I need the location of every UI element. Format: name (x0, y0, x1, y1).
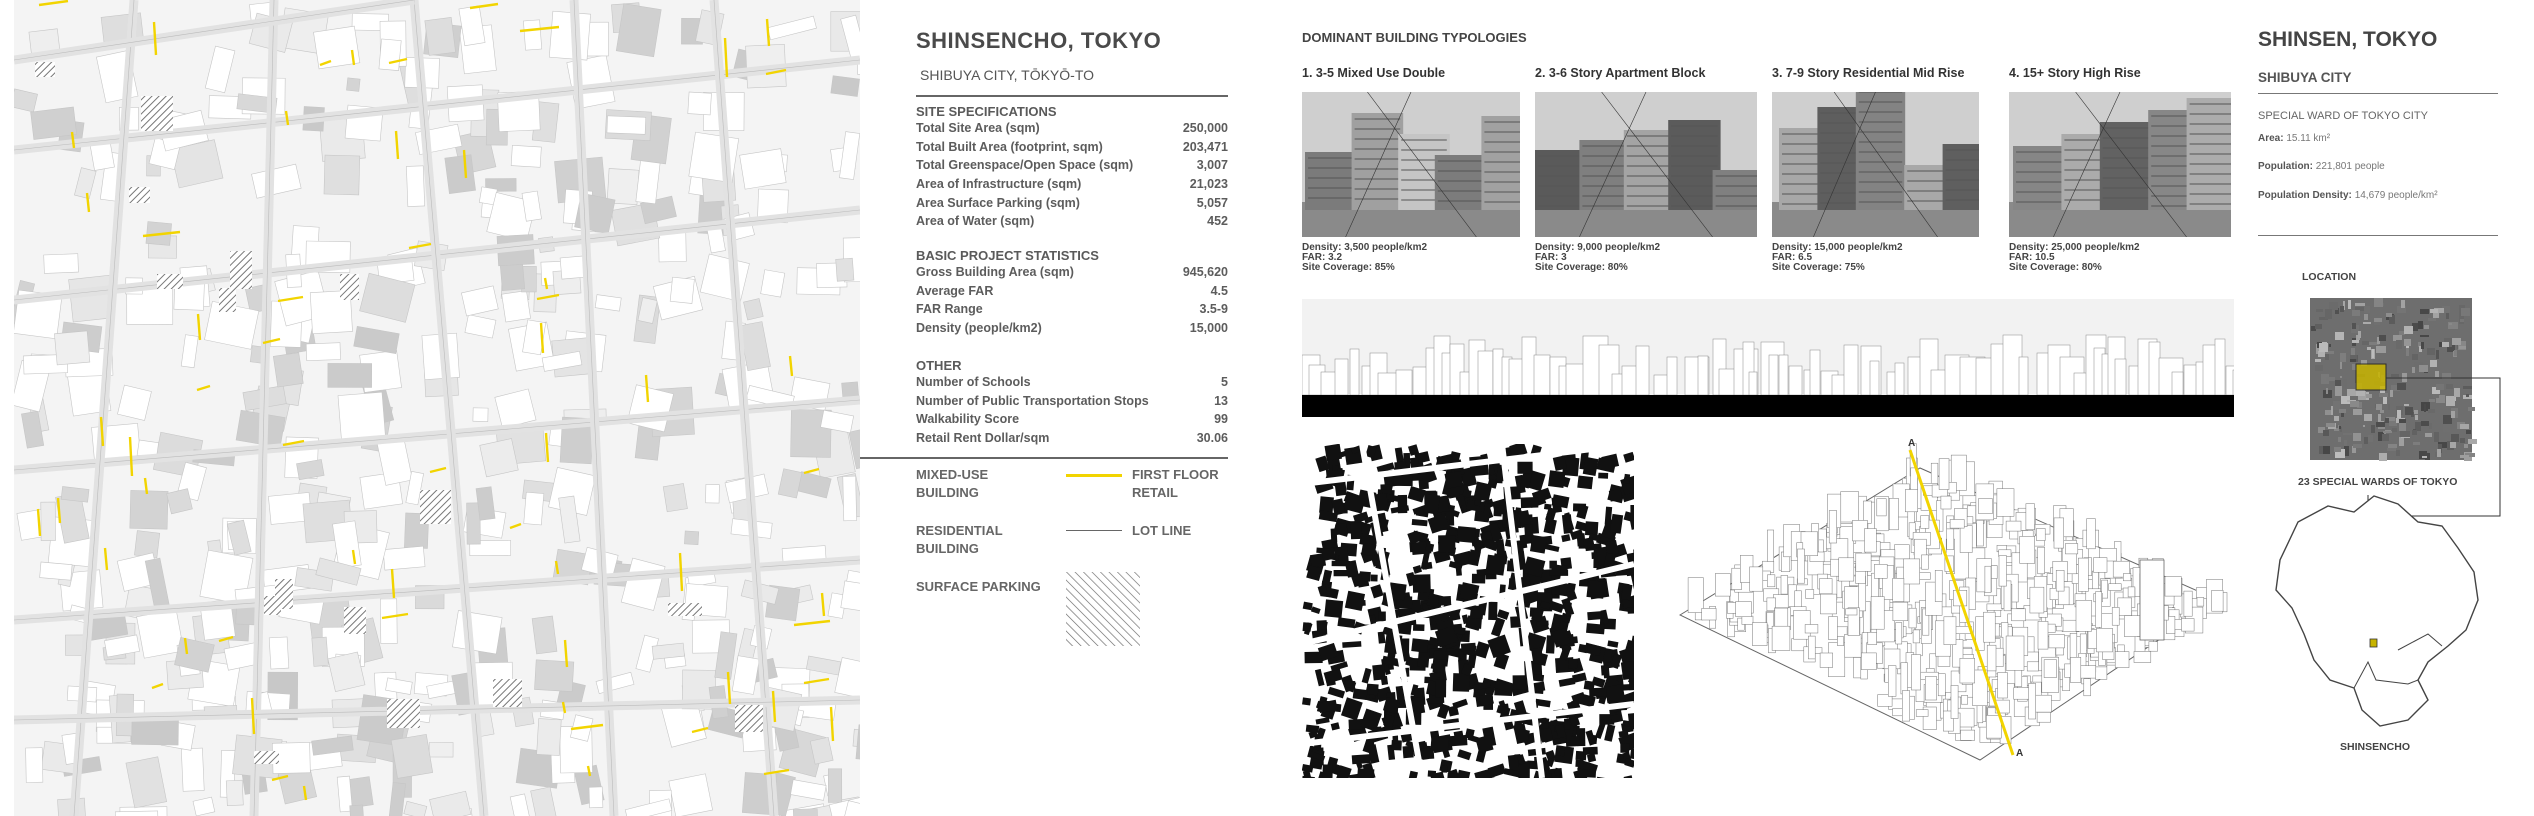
typology-name: 4. 15+ Story High Rise (2009, 66, 2141, 80)
spec-section (916, 248, 1228, 338)
spec-section (916, 104, 1228, 231)
site-location-label: SHINSENCHO (2340, 741, 2411, 753)
special-ward-label: SPECIAL WARD OF TOKYO CITY (2258, 110, 2428, 122)
spec-label: Area Surface Parking (sqm) (916, 195, 1080, 210)
spec-label: Average FAR (916, 283, 994, 298)
spec-row (916, 300, 1228, 319)
ward-stats-divider (2258, 235, 2498, 236)
spec-value: 452 (1207, 214, 1228, 229)
typology-name: 1. 3-5 Mixed Use Double (1302, 66, 1446, 80)
spec-row (916, 119, 1228, 138)
spec-value: 15,000 (1189, 321, 1228, 336)
ward-subtitle: SHIBUYA CITY (2258, 70, 2352, 85)
legend-first-floor-retail: FIRST FLOOR RETAIL (1132, 467, 1219, 500)
spec-row (916, 429, 1228, 448)
typology-site-coverage: Site Coverage: 85% (1302, 262, 1395, 273)
typology-density: Density: 9,000 people/km2 (1535, 242, 1661, 253)
legend-mixed-use: MIXED-USE BUILDING (916, 467, 989, 500)
legend-lot-line: LOT LINE (1132, 523, 1192, 538)
spec-value: 945,620 (1182, 265, 1228, 279)
spec-value: 5 (1221, 375, 1228, 389)
section-marker-top: A (1908, 438, 1916, 449)
typology-name: 3. 7-9 Story Residential Mid Rise (1772, 66, 1965, 80)
axonometric-model (1670, 430, 2230, 770)
spec-row (916, 194, 1228, 213)
figure-ground-plan (1302, 444, 1634, 778)
typology-far: FAR: 3 (1535, 252, 1567, 263)
project-title: SHINSENCHO, TOKYO (916, 28, 1162, 53)
typology-density: Density: 15,000 people/km2 (1772, 242, 1903, 253)
typology-site-coverage: Site Coverage: 80% (1535, 262, 1628, 273)
typology-density: Density: 25,000 people/km2 (2009, 242, 2140, 253)
legend-retail-swatch (1066, 474, 1122, 477)
spec-row (916, 263, 1228, 282)
typology-photo (2009, 92, 2231, 237)
spec-value: 3,007 (1196, 158, 1228, 173)
wards-label: 23 SPECIAL WARDS OF TOKYO (2298, 476, 2458, 488)
spec-label: Density (people/km2) (916, 321, 1042, 336)
spec-value: 30.06 (1196, 431, 1228, 446)
spec-label: Total Site Area (sqm) (916, 121, 1040, 135)
ward-title: SHINSEN, TOKYO (2258, 28, 2438, 51)
location-diagrams (2258, 290, 2534, 760)
typology-far: FAR: 3.2 (1302, 252, 1343, 263)
spec-label: Retail Rent Dollar/sqm (916, 431, 1050, 446)
spec-value: 5,057 (1196, 195, 1228, 210)
spec-section (916, 358, 1228, 448)
ward-info-panel (2258, 0, 2534, 816)
site-plan-map (14, 0, 860, 816)
spec-section-heading: OTHER (916, 358, 962, 373)
legend-surface-parking: SURFACE PARKING (916, 579, 1041, 594)
typology-name: 2. 3-6 Story Apartment Block (1535, 66, 1706, 80)
typology-density: Density: 3,500 people/km2 (1302, 242, 1428, 253)
spec-label: Total Built Area (footprint, sqm) (916, 139, 1103, 154)
typology-photo (1772, 92, 1979, 237)
spec-label: Total Greenspace/Open Space (sqm) (916, 158, 1134, 173)
typology-far: FAR: 10.5 (2009, 252, 2055, 263)
spec-label: Area of Infrastructure (sqm) (916, 177, 1082, 192)
legend-divider (860, 457, 1228, 459)
spec-label: Number of Schools (916, 375, 1031, 389)
spec-row (916, 175, 1228, 194)
typology-photo (1535, 92, 1757, 237)
spec-label: Area of Water (sqm) (916, 214, 1035, 229)
typologies-title: DOMINANT BUILDING TYPOLOGIES (1302, 30, 1527, 45)
title-divider (916, 95, 1228, 97)
typology-site-coverage: Site Coverage: 75% (1772, 262, 1865, 273)
spec-row (916, 373, 1228, 392)
spec-value: 99 (1214, 412, 1228, 427)
typology-site-coverage: Site Coverage: 80% (2009, 262, 2102, 273)
spec-row (916, 282, 1228, 301)
spec-label: Number of Public Transportation Stops (916, 393, 1149, 408)
project-subtitle: SHIBUYA CITY, TŌKYŌ-TO (920, 67, 1095, 83)
spec-row (916, 212, 1228, 231)
spec-label: FAR Range (916, 302, 983, 317)
spec-value: 3.5-9 (1199, 302, 1228, 317)
street-elevation-section (1302, 299, 2234, 417)
ward-area: Area: 15.11 km² (2258, 133, 2331, 144)
typology-far: FAR: 6.5 (1772, 252, 1813, 263)
spec-value: 4.5 (1210, 283, 1228, 298)
ward-population-density: Population Density: 14,679 people/km² (2258, 190, 2438, 201)
legend-lot-line-swatch (1066, 530, 1122, 531)
ward-population: Population: 221,801 people (2258, 161, 2385, 172)
spec-label: Gross Building Area (sqm) (916, 265, 1074, 279)
spec-section-heading: BASIC PROJECT STATISTICS (916, 248, 1099, 263)
typology-photo (1302, 92, 1520, 237)
spec-row (916, 138, 1228, 157)
spec-label: Walkability Score (916, 412, 1020, 427)
spec-value: 21,023 (1189, 177, 1228, 192)
spec-value: 203,471 (1182, 139, 1228, 154)
location-label: LOCATION (2302, 271, 2357, 283)
spec-value: 250,000 (1182, 121, 1228, 135)
spec-section-heading: SITE SPECIFICATIONS (916, 104, 1057, 119)
spec-row (916, 392, 1228, 411)
legend-residential: RESIDENTIAL BUILDING (916, 523, 1003, 556)
ward-title-divider (2258, 93, 2498, 94)
spec-row (916, 319, 1228, 338)
spec-row (916, 156, 1228, 175)
spec-row (916, 410, 1228, 429)
legend-parking-hatch-swatch (1066, 572, 1140, 646)
section-marker-bottom: A (2016, 748, 2024, 759)
site-specifications-panel (916, 0, 1228, 816)
spec-value: 13 (1214, 393, 1228, 408)
